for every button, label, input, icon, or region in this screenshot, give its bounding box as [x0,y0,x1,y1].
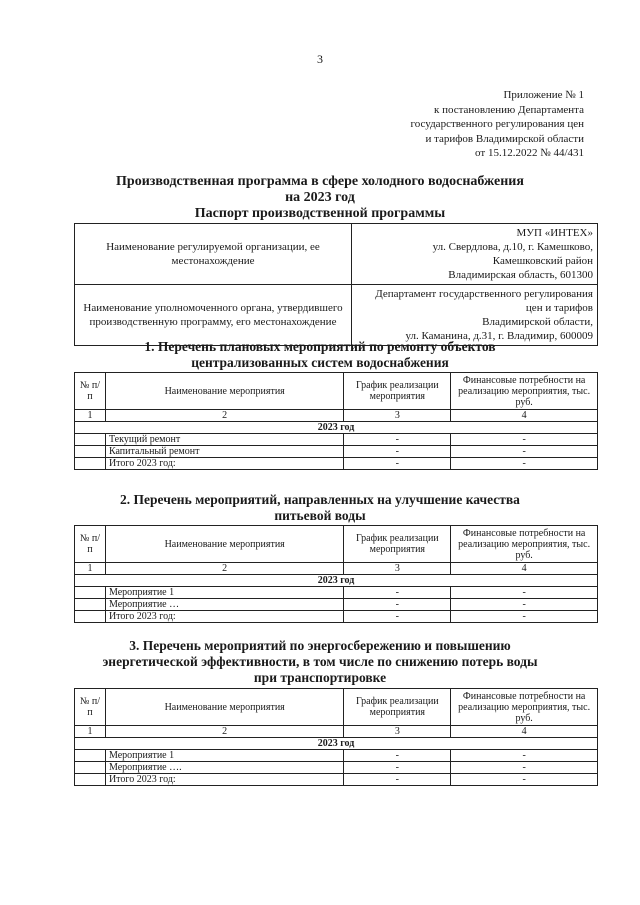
col-number-header: № п/п [75,373,106,410]
column-number: 1 [75,726,106,738]
appendix-line: от 15.12.2022 № 44/431 [475,147,584,159]
row-finance: - [451,611,598,623]
section-title-line: энергетической эффективности, в том числе по снижению потерь воды [102,654,538,669]
section-2-table [74,525,598,623]
appendix-line: государственного регулирования цен [410,118,584,130]
column-numbers-row [75,726,598,738]
row-finance: - [451,774,598,786]
document-title [90,174,550,222]
passport-label: Наименование регулируемой организации, ее местонахождение [75,224,352,285]
passport-value [352,285,598,346]
row-finance: - [451,762,598,774]
column-number: 2 [105,410,343,422]
section-title-line: 3. Перечень мероприятий по энергосбережению и повышению [129,638,511,653]
row-schedule: - [344,434,451,446]
title-line-2: на 2023 год [285,190,355,205]
table-row [75,599,598,611]
column-number: 2 [105,563,343,575]
col-name-header: Наименование мероприятия [105,526,343,563]
section-title-line: централизованных систем водоснабжения [191,355,449,370]
row-name: Мероприятие …. [105,762,343,774]
col-schedule-header: График реализации мероприятия [344,373,451,410]
table-row-total [75,611,598,623]
row-finance: - [451,446,598,458]
row-name: Итого 2023 год: [105,611,343,623]
value-line: Владимирской области, [482,316,593,328]
value-line: ул. Каманина, д.31, г. Владимир, 600009 [405,330,593,342]
appendix-line: и тарифов Владимирской области [425,132,584,145]
column-numbers-row [75,410,598,422]
row-schedule: - [344,599,451,611]
table-row [75,446,598,458]
passport-table [74,223,598,346]
table-row-total [75,458,598,470]
column-number: 1 [75,410,106,422]
col-number-header: № п/п [75,526,106,563]
row-name: Мероприятие … [105,599,343,611]
appendix-line: Приложение № 1 [503,89,584,101]
row-schedule: - [344,458,451,470]
table-header-row [75,689,598,726]
row-finance: - [451,750,598,762]
column-number: 4 [451,563,598,575]
column-number: 3 [344,726,451,738]
row-name: Текущий ремонт [105,434,343,446]
row-schedule: - [344,762,451,774]
row-finance: - [451,587,598,599]
value-line: цен и тарифов [525,302,593,314]
table-row-total [75,774,598,786]
column-number: 2 [105,726,343,738]
year-row [75,738,598,750]
row-name: Капитальный ремонт [105,446,343,458]
col-finance-header: Финансовые потребности на реализацию мероприятия, тыс. руб. [451,689,598,726]
value-line: Владимирская область, 601300 [448,269,593,281]
col-number-header: № п/п [75,689,106,726]
col-name-header: Наименование мероприятия [105,373,343,410]
section-3-title [80,638,560,686]
column-numbers-row [75,563,598,575]
value-line: Камешковский район [492,255,593,267]
table-row [75,750,598,762]
passport-row-organization [75,224,598,285]
year-row [75,575,598,587]
section-1-title [100,339,540,371]
section-2-title [100,492,540,524]
section-title-line: 2. Перечень мероприятий, направленных на улучшение качества [120,492,520,507]
appendix-block [411,88,584,161]
passport-row-authority [75,285,598,346]
passport-label: Наименование уполномоченного органа, утвердившего производственную программу, его местонахождение [75,285,352,346]
row-schedule: - [344,611,451,623]
col-finance-header: Финансовые потребности на реализацию мероприятия, тыс. руб. [451,526,598,563]
row-schedule: - [344,750,451,762]
value-line: Департамент государственного регулирования [375,288,593,300]
table-row [75,762,598,774]
col-schedule-header: График реализации мероприятия [344,526,451,563]
column-number: 3 [344,410,451,422]
col-finance-header: Финансовые потребности на реализацию мероприятия, тыс. руб. [451,373,598,410]
row-finance: - [451,434,598,446]
year-label: 2023 год [75,422,598,434]
table-header-row [75,526,598,563]
value-line: МУП «ИНТЕХ» [516,227,593,239]
row-schedule: - [344,446,451,458]
column-number: 4 [451,410,598,422]
year-label: 2023 год [75,575,598,587]
row-finance: - [451,599,598,611]
row-schedule: - [344,774,451,786]
section-3-table [74,688,598,786]
table-row [75,434,598,446]
page-number: 3 [317,52,323,66]
row-name: Мероприятие 1 [105,750,343,762]
section-1-table [74,372,598,470]
title-line-3: Паспорт производственной программы [194,206,446,221]
col-name-header: Наименование мероприятия [105,689,343,726]
section-title-line: 1. Перечень плановых мероприятий по ремонту объектов [144,339,496,354]
section-title-line: при транспортировке [253,670,387,685]
row-name: Итого 2023 год: [105,458,343,470]
column-number: 1 [75,563,106,575]
column-number: 4 [451,726,598,738]
year-row [75,422,598,434]
appendix-line: к постановлению Департамента [433,103,584,116]
row-finance: - [451,458,598,470]
section-title-line: питьевой воды [274,508,366,523]
title-line-1: Производственная программа в сфере холодного водоснабжения [116,174,524,189]
row-schedule: - [344,587,451,599]
year-label: 2023 год [75,738,598,750]
column-number: 3 [344,563,451,575]
row-name: Мероприятие 1 [105,587,343,599]
col-schedule-header: График реализации мероприятия [344,689,451,726]
value-line: ул. Свердлова, д.10, г. Камешково, [432,241,593,253]
table-row [75,587,598,599]
table-header-row [75,373,598,410]
passport-value [352,224,598,285]
row-name: Итого 2023 год: [105,774,343,786]
